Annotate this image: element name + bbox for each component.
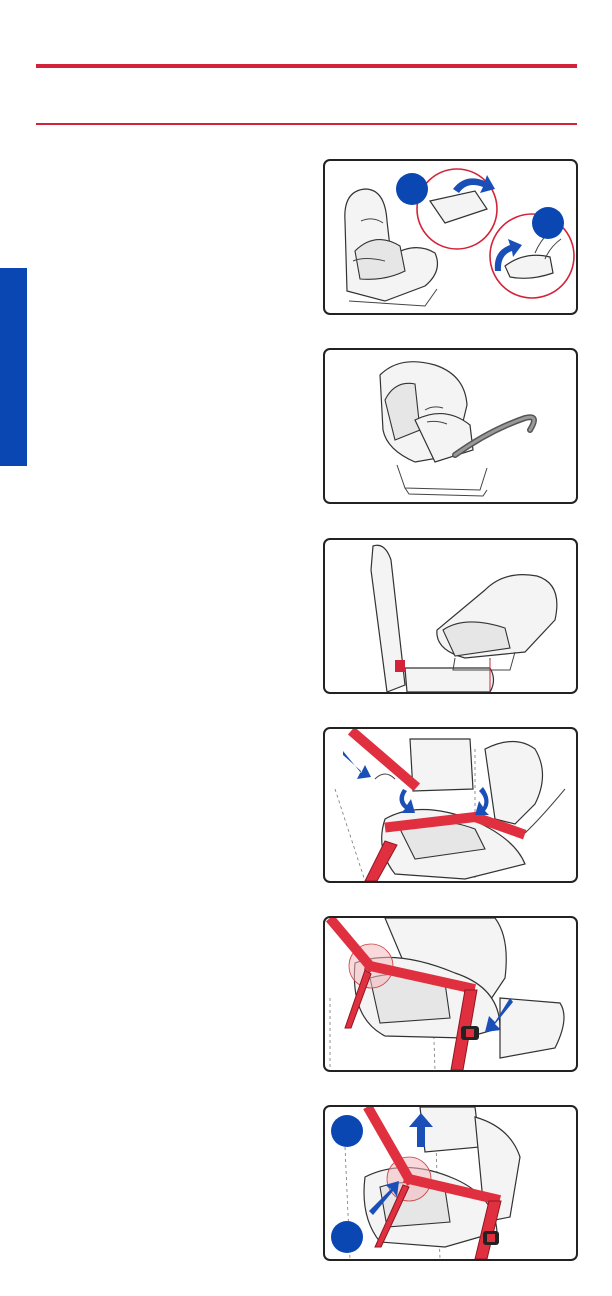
step-illustration-6 (323, 1105, 578, 1261)
car-seat-recline-adjust-icon (325, 161, 576, 313)
step-illustration-4 (323, 727, 578, 883)
step-illustration-2 (323, 348, 578, 504)
seat-belt-routing-icon (325, 729, 576, 881)
step-illustration-5 (323, 916, 578, 1072)
header-rule-sub (36, 123, 577, 125)
seat-belt-lock-icon (325, 1107, 576, 1259)
car-seat-handle-icon (325, 350, 576, 502)
step-badge-2-icon (532, 207, 564, 239)
step-illustration-3 (323, 538, 578, 694)
section-side-tab (0, 268, 27, 466)
step-badge-1-icon (396, 173, 428, 205)
step-badge-2-icon (331, 1221, 363, 1253)
step-badge-1-icon (331, 1115, 363, 1147)
step-illustration-1 (323, 159, 578, 315)
header-rule-top (36, 64, 577, 68)
car-seat-on-vehicle-seat-icon (325, 540, 576, 692)
seat-belt-tighten-icon (325, 918, 576, 1070)
